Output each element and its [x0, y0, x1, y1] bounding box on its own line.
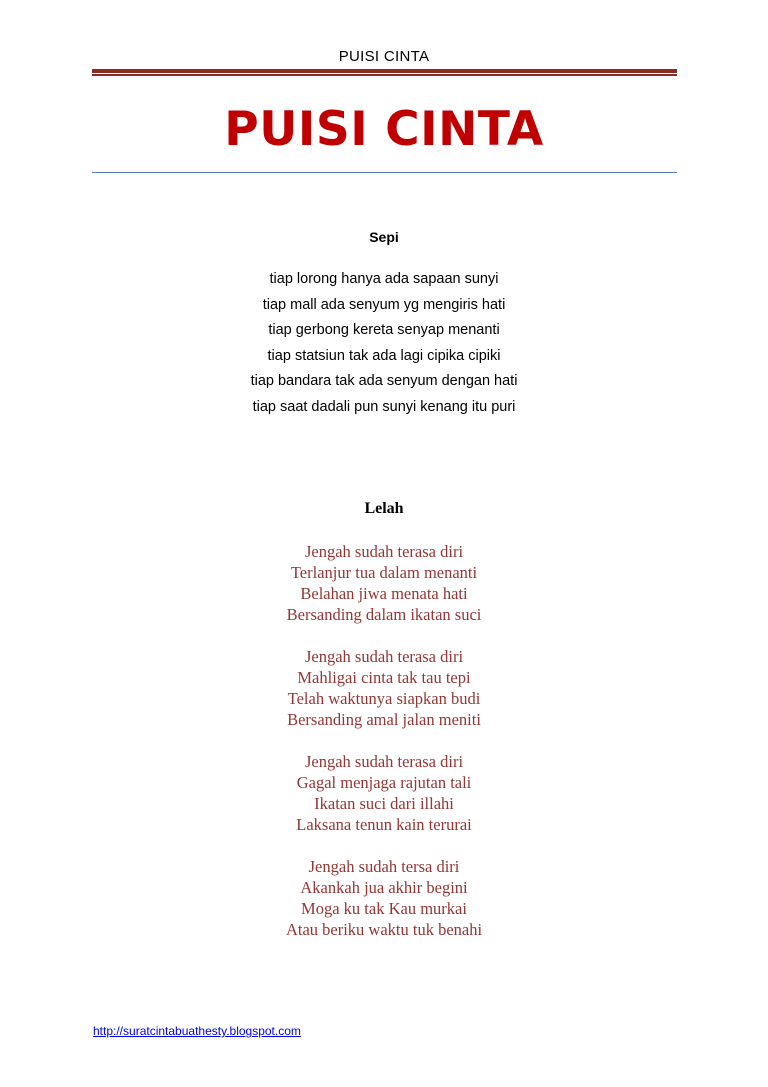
- poem-line: Bersanding dalam ikatan suci: [286, 605, 482, 624]
- poem-line: Jengah sudah terasa diri: [304, 542, 464, 561]
- poem-line: Telah waktunya siapkan budi: [287, 689, 481, 708]
- poem-line: Moga ku tak Kau murkai: [301, 899, 467, 918]
- running-header: PUISI CINTA: [338, 48, 430, 65]
- poem-line: Jengah sudah terasa diri: [304, 647, 464, 666]
- poem-line: Jengah sudah terasa diri: [304, 752, 464, 771]
- poem-line: Akankah jua akhir begini: [300, 878, 468, 897]
- poem-line: tiap gerbong kereta senyap menanti: [268, 322, 500, 339]
- stanza: [0, 856, 768, 940]
- poem-line: tiap saat dadali pun sunyi kenang itu puri: [252, 398, 516, 415]
- poem-sepi: [0, 267, 768, 421]
- poem-line: Terlanjur tua dalam menanti: [290, 563, 478, 582]
- stanza: [0, 751, 768, 835]
- poem-line: Bersanding amal jalan meniti: [287, 710, 481, 729]
- poem-line: Ikatan suci dari illahi: [314, 794, 454, 813]
- poem-lelah: [0, 541, 768, 961]
- poem-line: Mahligai cinta tak tau tepi: [297, 668, 471, 687]
- stanza: [0, 541, 768, 625]
- poem-line: Atau beriku waktu tuk benahi: [285, 920, 483, 939]
- header-rule: [92, 69, 677, 76]
- stanza: [0, 646, 768, 730]
- document-title: PUISI CINTA: [224, 102, 544, 157]
- poem-line: Belahan jiwa menata hati: [300, 584, 468, 603]
- poem-line: tiap mall ada senyum yg mengiris hati: [262, 296, 506, 313]
- poem-line: tiap lorong hanya ada sapaan sunyi: [269, 271, 499, 287]
- poem-title-sepi: Sepi: [369, 229, 399, 245]
- poem-line: Jengah sudah tersa diri: [308, 857, 460, 876]
- header-rule-thin: [92, 74, 677, 76]
- header-rule-thick: [92, 69, 677, 73]
- poem-line: Gagal menjaga rajutan tali: [296, 773, 472, 792]
- title-rule: [92, 172, 677, 173]
- poem-line: tiap bandara tak ada senyum dengan hati: [250, 373, 518, 390]
- poem-title-lelah: Lelah: [364, 500, 404, 517]
- poem-line: Laksana tenun kain terurai: [296, 815, 472, 834]
- poem-line: tiap statsiun tak ada lagi cipika cipiki: [267, 347, 501, 364]
- footer-blog-link[interactable]: http://suratcintabuathesty.blogspot.com: [93, 1024, 301, 1038]
